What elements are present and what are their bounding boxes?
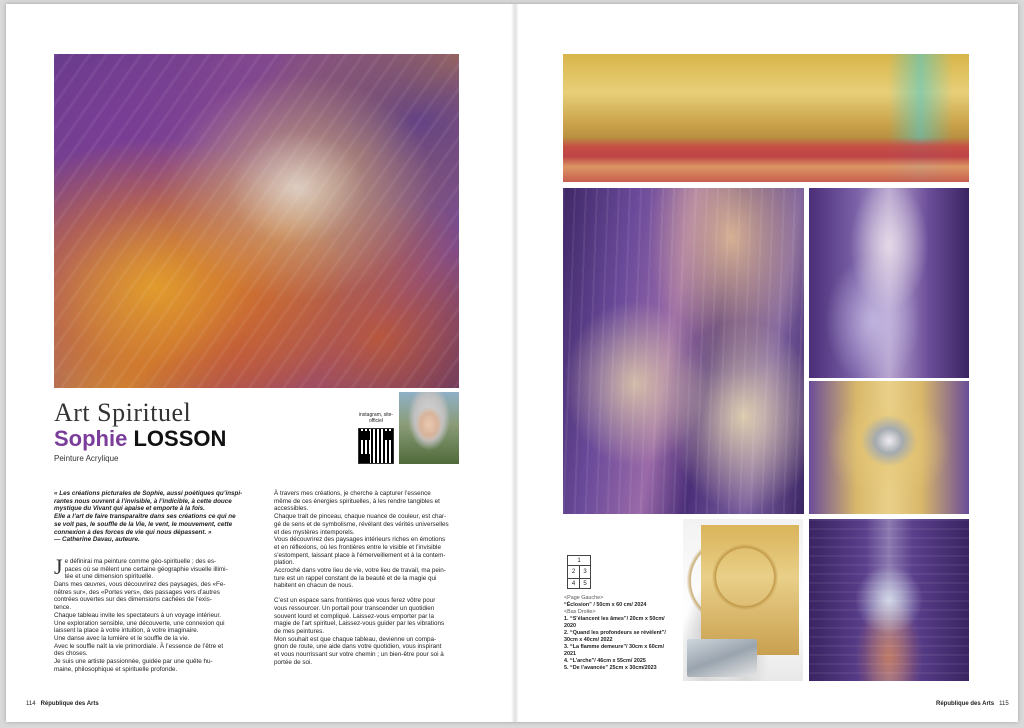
layout-key-cell: 5 (579, 578, 591, 589)
layout-key-cell: 4 (567, 578, 580, 589)
captions (564, 595, 679, 672)
caption-item: 4. “L’arche”/ 46cm x 55cm/ 2025 (564, 658, 646, 664)
layout-key-cell: 2 (567, 565, 580, 579)
caption-item: 1. “S’élancent les âmes”/ 20cm x 50cm/ (564, 616, 665, 622)
layout-key-cell: 3 (579, 565, 591, 579)
caption-item: 5. “De l’avancée” 25cm x 30cm/2023 (564, 665, 657, 671)
caption-label: <Bas Droite> (564, 609, 596, 615)
artist-name (54, 426, 226, 452)
magazine-spread (6, 4, 1018, 722)
caption-left-page: “Éclosion” / 50cm x 60 cm/ 2024 (564, 602, 647, 608)
artist-portrait (399, 392, 459, 464)
page-fold (511, 4, 519, 722)
page-number-right: 115 (999, 701, 1009, 707)
painting-4-book (687, 639, 757, 677)
painting-2 (563, 188, 804, 514)
magazine-name-left: République des Arts (40, 701, 99, 707)
text-column-1 (54, 490, 264, 673)
page-number-left: 114 (26, 701, 36, 707)
drop-cap: J (54, 553, 63, 579)
caption-item: 30cm x 40cm/ 2022 (564, 637, 613, 643)
instagram-label: instagram, site-officiel (358, 412, 394, 424)
magazine-name-right: République des Arts (936, 701, 995, 707)
painting-5 (809, 519, 969, 681)
caption-item: 2020 (564, 623, 576, 629)
painting-4 (683, 519, 803, 681)
caption-label: <Page Gauche> (564, 595, 604, 601)
caption-item: 2. “Quand les profondeurs se révèlent”/ (564, 630, 666, 636)
painting-1 (563, 54, 969, 182)
artist-first-name: Sophie (54, 426, 128, 451)
caption-item: 3. “La flamme demeure”/ 30cm x 60cm/ (564, 644, 665, 650)
painting-3a (809, 188, 969, 378)
artist-last-name: LOSSON (133, 426, 227, 451)
text-column-2: À travers mes créations, je cherche à capturer l’essence même de ces énergies spirituelles, à les rendre tangibles et accessibles. Chaque trait de pinceau, chaque nuance de couleur, est char- gé de sens et de symbolisme, révélant des vérités universelles et des mystères intemporels. Vous découvrirez des paysages intérieurs riches en émotions et en réflexions, où les frontières entre le visible et l’invisible s’estompent, laissant place à l’émerveillement et à la contem- plation. Accroché dans votre lieu de vie, votre lieu de travail, ma pein- ture est un rappel constant de la beauté et de la magie qui habitent en chacun de nous. C’est un espace sans frontières que vous ferez vôtre pour vous ressourcer. Un portail pour transcender un quotidien souvent lourd et compliqué. Laissez-vous emporter par la magie de l’art spirituel, Laissez-vous guider par les vibrations de mes peintures. Mon souhait est que chaque tableau, devienne un compa- gnon de route, une aide dans votre quotidien, vous inspirant et vous nourrissant sur votre chemin ; un bien-être pour soi à portée de soi. (274, 490, 449, 666)
article-subtitle: Peinture Acrylique (54, 454, 119, 463)
painting-4-canvas (701, 525, 799, 655)
article-title: Art Spirituel (54, 398, 192, 427)
layout-key-cell: 1 (567, 555, 591, 566)
main-painting (54, 54, 459, 388)
left-footer (26, 701, 99, 707)
body-paragraph: J e définirai ma peinture comme géo-spirituelle ; des es- paces où se mêlent une certaine géographie visuelle illimi- tée et une dimension spirituelle. Dans mes œuvres, vous découvrirez des paysages, des «Fe- nêtres sur», des «Portes vers», des passages vers d’autres contrées ouvertes sur des dimensions cachées de l’exis- tence. Chaque tableau invite les spectateurs à un voyage intérieur. Une exploration sensible, une découverte, une connexion qui laissent la place à votre intuition, à votre imaginaire. Une danse avec la lumière et le souffle de la vie. Avec le souffle naît la vie primordiale. À l’essence de l’être et des choses. Je suis une artiste passionnée, guidée par une quête hu- maine, philosophique et spirituelle profonde. (54, 553, 228, 673)
right-footer (936, 701, 1009, 707)
caption-item: 2021 (564, 651, 576, 657)
pull-quote: « Les créations picturales de Sophie, aussi poétiques qu’inspi- rantes nous ouvrent à l’invisible, à l’indicible, à cette douce mystique du Vivant qui apaise et emporte à la fois. Elle a l’art de faire transparaître dans ses créations ce qui ne se voit pas, le souffle de la Vie, le vent, le mouvement, cette connexion à des forces de vie qui nous dépassent. » — Catherine Davau, auteure. (54, 490, 243, 544)
qr-code-icon[interactable] (358, 428, 394, 464)
painting-3b (809, 381, 969, 514)
